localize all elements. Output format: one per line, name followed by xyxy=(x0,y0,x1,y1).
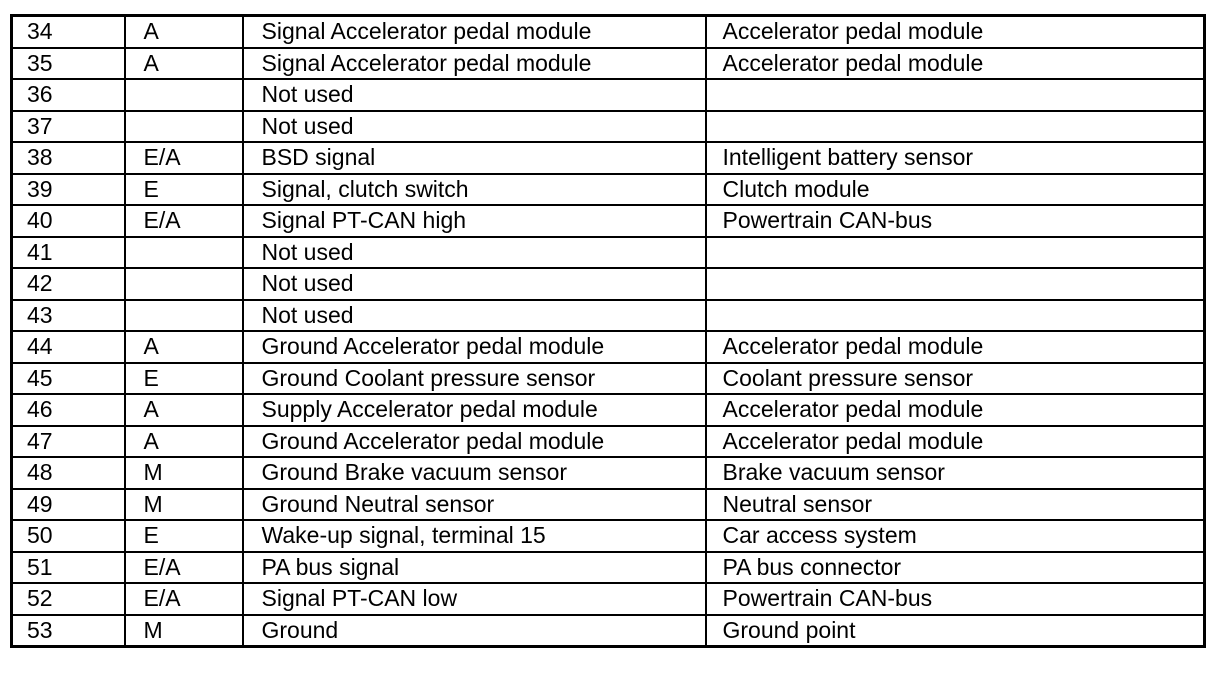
pin-type-cell: E/A xyxy=(125,552,243,584)
pin-type-cell: E xyxy=(125,363,243,395)
pin-type-cell: M xyxy=(125,489,243,521)
table-row xyxy=(12,48,1205,80)
pin-type-cell: E xyxy=(125,174,243,206)
pin-number-cell: 43 xyxy=(12,300,125,332)
pin-type-cell: A xyxy=(125,48,243,80)
pin-number-cell: 42 xyxy=(12,268,125,300)
pin-number-cell: 44 xyxy=(12,331,125,363)
component-cell: Accelerator pedal module xyxy=(706,331,1205,363)
table-row xyxy=(12,300,1205,332)
signal-description-cell: Signal PT-CAN low xyxy=(243,583,706,615)
component-cell: Accelerator pedal module xyxy=(706,16,1205,48)
table-row xyxy=(12,489,1205,521)
table-row xyxy=(12,205,1205,237)
pin-number-cell: 46 xyxy=(12,394,125,426)
component-cell: PA bus connector xyxy=(706,552,1205,584)
pin-type-cell: M xyxy=(125,457,243,489)
pin-table-body xyxy=(12,16,1205,647)
table-row xyxy=(12,394,1205,426)
pin-type-cell xyxy=(125,300,243,332)
pin-type-cell: E/A xyxy=(125,142,243,174)
component-cell: Powertrain CAN-bus xyxy=(706,583,1205,615)
signal-description-cell: Signal Accelerator pedal module xyxy=(243,48,706,80)
signal-description-cell: Not used xyxy=(243,300,706,332)
component-cell: Coolant pressure sensor xyxy=(706,363,1205,395)
signal-description-cell: Not used xyxy=(243,268,706,300)
signal-description-cell: Supply Accelerator pedal module xyxy=(243,394,706,426)
pin-type-cell: A xyxy=(125,394,243,426)
component-cell: Ground point xyxy=(706,615,1205,647)
pin-number-cell: 35 xyxy=(12,48,125,80)
component-cell: Car access system xyxy=(706,520,1205,552)
pin-number-cell: 36 xyxy=(12,79,125,111)
table-row xyxy=(12,268,1205,300)
pin-type-cell: M xyxy=(125,615,243,647)
table-row xyxy=(12,583,1205,615)
component-cell: Accelerator pedal module xyxy=(706,394,1205,426)
table-row xyxy=(12,520,1205,552)
signal-description-cell: Ground Coolant pressure sensor xyxy=(243,363,706,395)
pin-type-cell: A xyxy=(125,16,243,48)
pin-number-cell: 39 xyxy=(12,174,125,206)
signal-description-cell: Ground Brake vacuum sensor xyxy=(243,457,706,489)
signal-description-cell: Ground Accelerator pedal module xyxy=(243,426,706,458)
component-cell xyxy=(706,237,1205,269)
table-row xyxy=(12,111,1205,143)
pin-type-cell: A xyxy=(125,331,243,363)
signal-description-cell: Signal, clutch switch xyxy=(243,174,706,206)
signal-description-cell: Ground Accelerator pedal module xyxy=(243,331,706,363)
pin-type-cell xyxy=(125,79,243,111)
pin-type-cell xyxy=(125,268,243,300)
signal-description-cell: Not used xyxy=(243,79,706,111)
pin-type-cell: E/A xyxy=(125,583,243,615)
signal-description-cell: Not used xyxy=(243,111,706,143)
table-row xyxy=(12,615,1205,647)
signal-description-cell: Signal PT-CAN high xyxy=(243,205,706,237)
pin-number-cell: 49 xyxy=(12,489,125,521)
signal-description-cell: Wake-up signal, terminal 15 xyxy=(243,520,706,552)
table-row xyxy=(12,363,1205,395)
table-row xyxy=(12,552,1205,584)
component-cell: Intelligent battery sensor xyxy=(706,142,1205,174)
signal-description-cell: PA bus signal xyxy=(243,552,706,584)
pin-number-cell: 51 xyxy=(12,552,125,584)
signal-description-cell: Ground xyxy=(243,615,706,647)
table-row xyxy=(12,426,1205,458)
pin-number-cell: 45 xyxy=(12,363,125,395)
component-cell: Clutch module xyxy=(706,174,1205,206)
pin-number-cell: 52 xyxy=(12,583,125,615)
pin-number-cell: 37 xyxy=(12,111,125,143)
pin-number-cell: 38 xyxy=(12,142,125,174)
component-cell xyxy=(706,79,1205,111)
signal-description-cell: Signal Accelerator pedal module xyxy=(243,16,706,48)
pin-number-cell: 34 xyxy=(12,16,125,48)
signal-description-cell: Not used xyxy=(243,237,706,269)
pin-number-cell: 53 xyxy=(12,615,125,647)
signal-description-cell: BSD signal xyxy=(243,142,706,174)
table-row xyxy=(12,16,1205,48)
signal-description-cell: Ground Neutral sensor xyxy=(243,489,706,521)
pin-number-cell: 47 xyxy=(12,426,125,458)
component-cell xyxy=(706,300,1205,332)
component-cell xyxy=(706,268,1205,300)
pin-type-cell: E/A xyxy=(125,205,243,237)
pin-type-cell xyxy=(125,237,243,269)
pin-number-cell: 50 xyxy=(12,520,125,552)
table-row xyxy=(12,142,1205,174)
pin-type-cell xyxy=(125,111,243,143)
table-row xyxy=(12,331,1205,363)
component-cell: Brake vacuum sensor xyxy=(706,457,1205,489)
table-row xyxy=(12,237,1205,269)
pin-assignment-table xyxy=(10,14,1206,648)
pin-number-cell: 41 xyxy=(12,237,125,269)
table-row xyxy=(12,457,1205,489)
component-cell xyxy=(706,111,1205,143)
pin-number-cell: 48 xyxy=(12,457,125,489)
pin-type-cell: E xyxy=(125,520,243,552)
table-row xyxy=(12,174,1205,206)
pin-type-cell: A xyxy=(125,426,243,458)
component-cell: Powertrain CAN-bus xyxy=(706,205,1205,237)
component-cell: Accelerator pedal module xyxy=(706,48,1205,80)
component-cell: Accelerator pedal module xyxy=(706,426,1205,458)
pin-number-cell: 40 xyxy=(12,205,125,237)
table-row xyxy=(12,79,1205,111)
component-cell: Neutral sensor xyxy=(706,489,1205,521)
